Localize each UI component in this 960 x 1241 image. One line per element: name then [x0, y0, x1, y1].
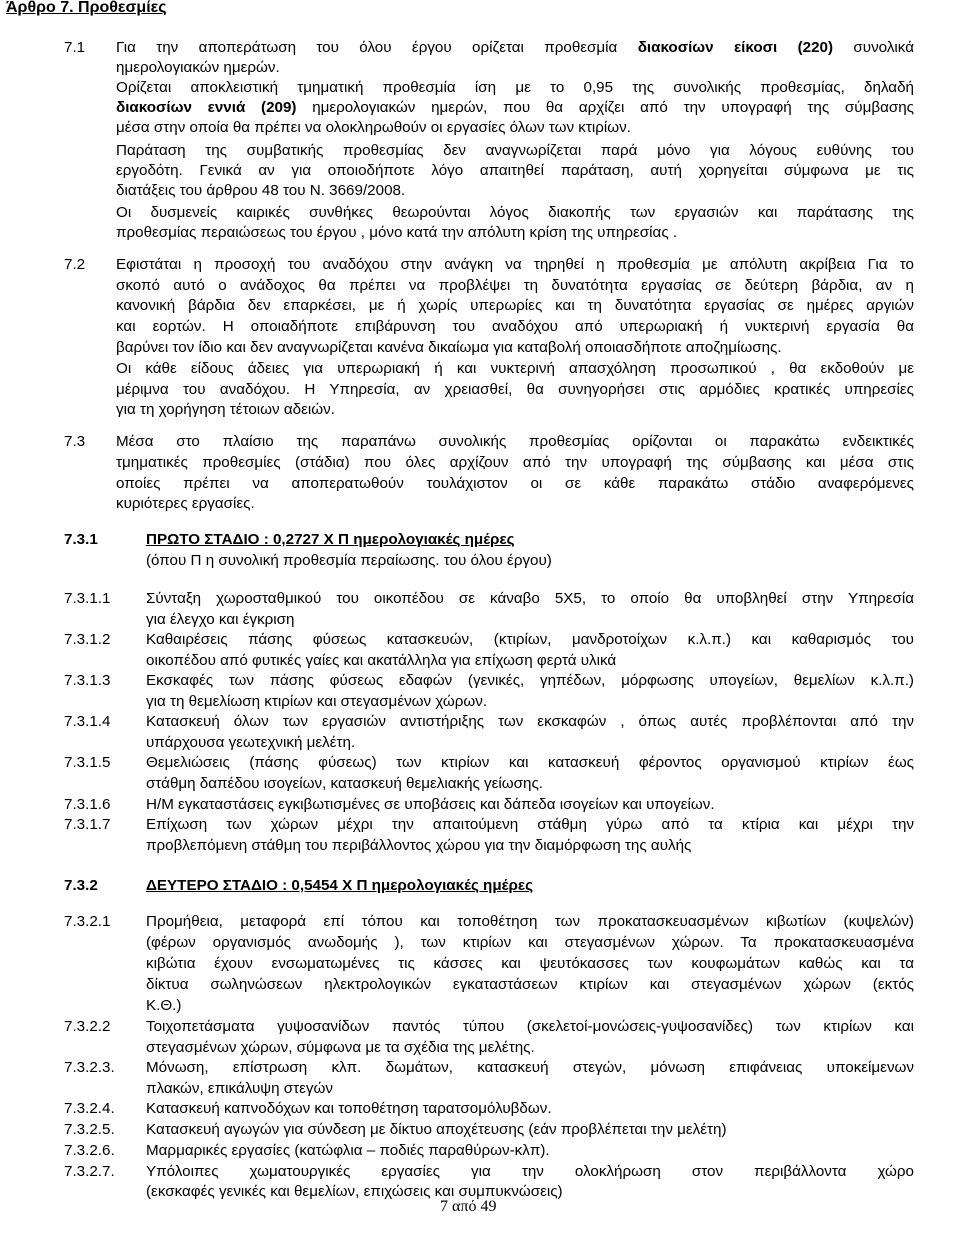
para-7-2-line: μέριμνα του αναδόχου. Η Υπηρεσία, αν χρειασθεί, θα συνηγορήσει στις αρμόδιες κρατικές υπηρεσίες — [116, 381, 914, 398]
para-7-2-line: κανονική βάρδια δεν επαρκέσει, με ή χωρίς υπερωρίες και τη δυνατότητα εργασίας σε ημέρες αργιών — [116, 297, 914, 314]
para-7-1-line: ημερολογιακών ημερών. — [116, 59, 280, 76]
item-number: 7.3.2.7. — [64, 1163, 115, 1180]
para-7-1-line: Για την αποπεράτωση του όλου έργου ορίζεται προθεσμία διακοσίων είκοσι (220) συνολικά — [116, 39, 914, 56]
para-7-2-line: βαρύνει τον ίδιο και δεν αναγνωρίζεται κανένα δικαίωμα για καταβολή οποιασδήποτε αποζημίωσης. — [116, 339, 782, 356]
item-number: 7.3.1.4 — [64, 713, 111, 730]
item-line: Μόνωση, επίστρωση κλπ. δωμάτων, κατασκευή στεγών, μόνωση επιφάνειας υποκείμενων — [146, 1059, 914, 1076]
para-7-1-line: διατάξεις του άρθρου 48 του Ν. 3669/2008. — [116, 182, 406, 199]
section-number-7-3-1: 7.3.1 — [64, 531, 98, 548]
item-number: 7.3.2.6. — [64, 1142, 115, 1159]
item-number: 7.3.2.3. — [64, 1059, 115, 1076]
para-7-1-line: Ορίζεται αποκλειστική τμηματική προθεσμία ίση με το 0,95 της συνολικής προθεσμίας, δηλαδή — [116, 79, 914, 96]
item-line: προβλεπόμενη στάθμη του περιβάλλοντος χώρου για την διαμόρφωση της αυλής — [146, 837, 692, 854]
para-7-3-line: κυριότερες εργασίες. — [116, 495, 255, 512]
item-line: Εκσκαφές των πάσης φύσεως εδαφών (γενικές, γηπέδων, μόρφωσης υπογείων, θεμελίων κ.λ.π.) — [146, 672, 914, 689]
item-line: για έλεγχο και έγκριση — [146, 611, 295, 628]
item-number: 7.3.1.7 — [64, 816, 111, 833]
item-line: κιβώτια έχουν ενσωματωμένες τις κάσσες και ψευτόκασσες των κουφωμάτων καθώς και τα — [146, 955, 914, 972]
para-7-1-line: Παράταση της συμβατικής προθεσμίας δεν αναγνωρίζεται παρά μόνο για λόγους ευθύνης του — [116, 142, 914, 159]
item-line: υπάρχουσα γεωτεχνική μελέτη. — [146, 734, 356, 751]
item-line: στάθμη δαπέδου ισογείων, κατασκευή θεμελιακής γείωσης. — [146, 775, 544, 792]
para-7-2-line: Εφιστάται η προσοχή του αναδόχου στην ανάγκη να τηρηθεί η προθεσμία με απόλυτη ακρίβεια Για το — [116, 256, 914, 273]
para-7-1-line: προθεσμίας περαιώσεως του έργου , μόνο κατά την απόλυτη κρίση της υπηρεσίας . — [116, 224, 678, 241]
item-line: Κ.Θ.) — [146, 997, 182, 1014]
item-number: 7.3.2.5. — [64, 1121, 115, 1138]
stage-1-title: ΠΡΩΤΟ ΣΤΑΔΙΟ : 0,2727 Χ Π ημερολογιακές ημέρες — [146, 531, 515, 548]
item-line: πλακών, επικάλυψη στεγών — [146, 1080, 333, 1097]
item-line: Καθαιρέσεις πάσης φύσεως κατασκευών, (κτιρίων, μανδροτοίχων κ.λ.π.) και καθαρισμός του — [146, 631, 914, 648]
para-7-3-line: τμηματικές προθεσμίες (στάδια) που όλες αρχίζουν από την υπογραφή της σύμβασης και μέσα στις — [116, 454, 914, 471]
page-number: 7 από 49 — [440, 1198, 497, 1215]
item-line: Κατασκευή αγωγών για σύνδεση με δίκτυο αποχέτευσης (εάν προβλέπεται την μελέτη) — [146, 1121, 727, 1138]
item-line: Η/Μ εγκαταστάσεις εγκιβωτισμένες σε υποβάσεις και δάπεδα ισογείων και υπογείων. — [146, 796, 715, 813]
para-7-1-line: εργοδότη. Γενικά αν για οποιοδήποτε λόγο απαιτηθεί παράταση, αυτή χορηγείται σύμφωνα με τις — [116, 162, 914, 179]
section-number-7-3-2: 7.3.2 — [64, 877, 98, 894]
item-line: (εκσκαφές γενικές και θεμελίων, επιχώσεις και συμπυκνώσεις) — [146, 1183, 563, 1200]
para-7-2-line: και εορτών. Η οποιαδήποτε επιβάρυνση του αναδόχου από υπερωριακή ή νυκτερινή εργασία θα — [116, 318, 914, 335]
item-line: Θεμελιώσεις (πάσης φύσεως) των κτιρίων και κατασκευή φέροντος οργανισμού κτιρίων έως — [146, 754, 914, 771]
item-line: Κατασκευή καπνοδόχων και τοποθέτηση ταρατσομόλυβδων. — [146, 1100, 552, 1117]
para-7-1-line: διακοσίων εννιά (209) ημερολογιακών ημερών, που θα αρχίζει από την υπογραφή της σύμβασης — [116, 99, 914, 116]
item-number: 7.3.2.2 — [64, 1018, 111, 1035]
item-number: 7.3.1.5 — [64, 754, 111, 771]
section-number-7-3: 7.3 — [64, 433, 86, 450]
stage-1-subtitle: (όπου Π η συνολική προθεσμία περαίωσης. του όλου έργου) — [146, 552, 552, 569]
para-7-2-line: Οι κάθε είδους άδειες για υπερωριακή ή και νυκτερινή απασχόληση προσωπικού , θα εκδοθούν με — [116, 360, 914, 377]
item-line: Προμήθεια, μεταφορά επί τόπου και τοποθέτηση των προκατασκευασμένων κιβωτίων (κυψελών) — [146, 913, 914, 930]
item-number: 7.3.1.6 — [64, 796, 111, 813]
stage-2-title: ΔΕΥΤΕΡΟ ΣΤΑΔΙΟ : 0,5454 Χ Π ημερολογιακές ημέρες — [146, 877, 533, 894]
para-7-3-line: οποίες πρέπει να αποπερατωθούν τουλάχιστον οι σε κάθε παρακάτω στάδιο αναφερόμενες — [116, 475, 914, 492]
item-line: Κατασκευή όλων των εργασιών αντιστήριξης των εκσκαφών , όπως αυτές προβλέπονται από την — [146, 713, 914, 730]
item-line: Σύνταξη χωροσταθμικού του οικοπέδου σε κάναβο 5Χ5, το οποίο θα υποβληθεί στην Υπηρεσία — [146, 590, 914, 607]
item-line: Υπόλοιπες χωματουργικές εργασίες για την ολοκλήρωση στον περιβάλλοντα χώρο — [146, 1163, 914, 1180]
item-line: Επίχωση των χώρων μέχρι την απαιτούμενη στάθμη γύρω από τα κτίρια και μέχρι την — [146, 816, 914, 833]
para-7-1-line: Οι δυσμενείς καιρικές συνθήκες θεωρούνται λόγος διακοπής των εργασιών και παράτασης της — [116, 204, 914, 221]
para-7-2-line: σκοπό αυτό ο ανάδοχος θα πρέπει να προβλέψει τη δυνατότητα εργασίας σε δεύτερη βάρδια, αν η — [116, 277, 914, 294]
section-number-7-2: 7.2 — [64, 256, 86, 273]
item-line: οικοπέδου από φυτικές γαίες και ακατάλληλα για επίχωση φερτά υλικά — [146, 652, 617, 669]
item-line: (φέρων οργανισμός ανωδομής ), των κτιρίων και στεγασμένων χώρων. Τα προκατασκευασμένα — [146, 934, 914, 951]
item-line: Τοιχοπετάσματα γυψοσανίδων παντός τύπου (σκελετοί-μονώσεις-γυψοσανίδες) των κτιρίων και — [146, 1018, 914, 1035]
item-number: 7.3.2.1 — [64, 913, 111, 930]
section-number-7-1: 7.1 — [64, 39, 86, 56]
item-number: 7.3.2.4. — [64, 1100, 115, 1117]
item-line: για τη θεμελίωση κτιρίων και στεγασμένων χώρων. — [146, 693, 488, 710]
item-number: 7.3.1.3 — [64, 672, 111, 689]
para-7-3-line: Μέσα στο πλαίσιο της παραπάνω συνολικής προθεσμίας ορίζονται οι παρακάτω ενδεικτικές — [116, 433, 914, 450]
article-heading: Άρθρο 7. Προθεσμίες — [6, 0, 167, 16]
item-line: στεγασμένων χώρων, σύμφωνα με τα σχέδια της μελέτης. — [146, 1039, 535, 1056]
item-line: Μαρμαρικές εργασίες (κατώφλια – ποδιές παραθύρων-κλπ). — [146, 1142, 550, 1159]
item-number: 7.3.1.2 — [64, 631, 111, 648]
item-number: 7.3.1.1 — [64, 590, 111, 607]
item-line: δίκτυα σωληνώσεων ηλεκτρολογικών εγκαταστάσεων κτιρίων και στεγασμένων χώρων (εκτός — [146, 976, 914, 993]
para-7-2-line: για τη χορήγηση τέτοιων αδειών. — [116, 401, 335, 418]
para-7-1-line: μέσα στην οποία θα πρέπει να ολοκληρωθούν οι εργασίες όλων των κτιρίων. — [116, 119, 631, 136]
